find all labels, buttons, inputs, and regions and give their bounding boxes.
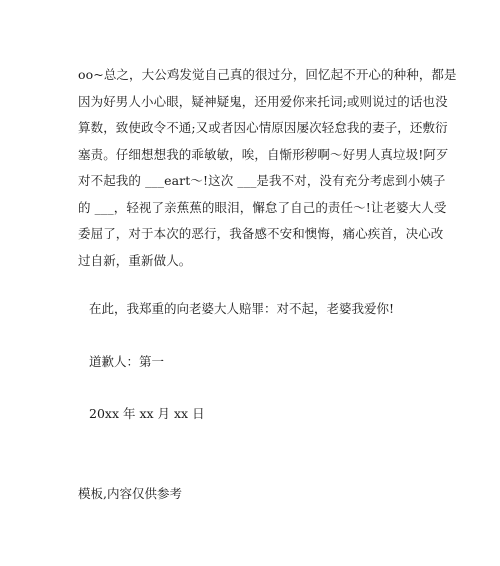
body-line-6: 的 ___，轻视了亲蕉蕉的眼泪，懈怠了自己的责任～!让老婆大人受	[78, 199, 447, 215]
body-line-4: 塞责。仔细想想我的乖敏敏，唉，自惭形秽啊～好男人真垃圾!阿歹	[78, 146, 449, 162]
body-line-8: 过自新，重新做人。	[78, 252, 192, 268]
template-footer-note: 模板,内容仅供参考	[78, 486, 182, 501]
signer-line: 道歉人：第一	[89, 354, 165, 369]
body-line-7: 委屈了，对于本次的恶行，我备感不安和懊悔，痛心疾首，决心改	[78, 226, 444, 241]
body-line-5: 对不起我的 ___eart～!这次 ___是我不对，没有充分考虑到小姨子	[78, 173, 446, 188]
body-line-3: 算数，致使政令不通;又或者因心情原因屡次轻怠我的妻子，还敷衍	[78, 120, 448, 135]
apology-statement: 在此，我郑重的向老婆大人赔罪：对不起，老婆我爱你!	[89, 301, 395, 316]
apology-letter-body	[78, 62, 457, 274]
date-line: 20xx 年 xx 月 xx 日	[89, 406, 205, 421]
body-line-1: oo~总之，大公鸡发觉自己真的很过分，回忆起不开心的种种，都是	[78, 67, 457, 82]
body-line-2: 因为好男人小心眼，疑神疑鬼，还用爱你来托词;或则说过的话也没	[78, 93, 448, 109]
